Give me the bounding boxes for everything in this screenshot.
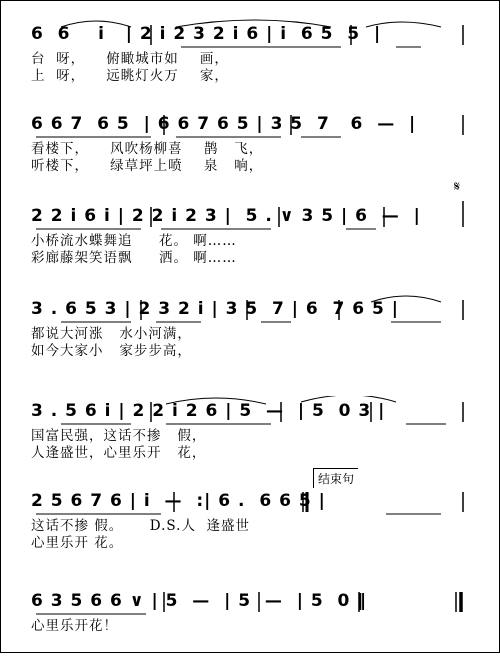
notes: 6 6 7 6 5 | 6 6 7 6 5 | 3 5 7 6 — |: [31, 114, 417, 134]
lyric-verse-1: 心里乐开花！: [31, 618, 118, 634]
notes: 3 . 6 5 3 | 2 3 2 i | 3 5 7 | 6 7 6 5 |: [31, 299, 400, 319]
lyric-verse-1: 看楼下， 风吹杨柳喜 鹊 飞，: [31, 141, 264, 157]
notes: 6 6 i | 2 i 2 3 2 i 6 | i 6 5 5 |: [31, 24, 382, 44]
lyric-verse-1: 国富民强，这话不掺 假，: [31, 428, 207, 444]
notes: 6 3 5 6 6 ∨ | 5 — | 5 — | 5 0 ‖: [31, 591, 367, 611]
lyric-verse-2: 心里乐开 花。: [31, 535, 124, 551]
lyric-verse-2: 听楼下， 绿草坪上喷 泉 响，: [31, 158, 264, 174]
lyric-verse-2: 彩廊藤架笑语飘 洒。 啊……: [31, 250, 237, 266]
lyric-verse-1: 台 呀， 俯瞰城市如 画，: [31, 51, 229, 67]
lyric-verse-1: 小桥流水蝶舞追 花。 啊……: [31, 233, 237, 249]
coda-label: 结束句: [313, 468, 358, 488]
notes: 2 2 i 6 i | 2 2 i 2 3 | 5 . ∨ 3 5 | 6 — |: [31, 206, 421, 226]
lyric-verse-1: 这话不掺 假。 D.S.人 逢盛世: [31, 518, 251, 534]
lyric-verse-1: 都说大河涨 水小河满，: [31, 326, 192, 342]
lyric-verse-2: 如今大家小 家步步高，: [31, 343, 192, 359]
notes: 3 . 5 6 i | 2 2 i 2 6 | 5 — | 5 0 3 |: [31, 401, 386, 421]
lyric-verse-2: 人逢盛世，心里乐开 花，: [31, 445, 207, 461]
lyric-verse-2: 上 呀， 远眺灯火万 家，: [31, 68, 229, 84]
notes: 2 5 6 7 6 | i — :| 6 . 6 6 5 |: [31, 491, 326, 511]
segno-sign: 𝄋: [454, 179, 461, 195]
